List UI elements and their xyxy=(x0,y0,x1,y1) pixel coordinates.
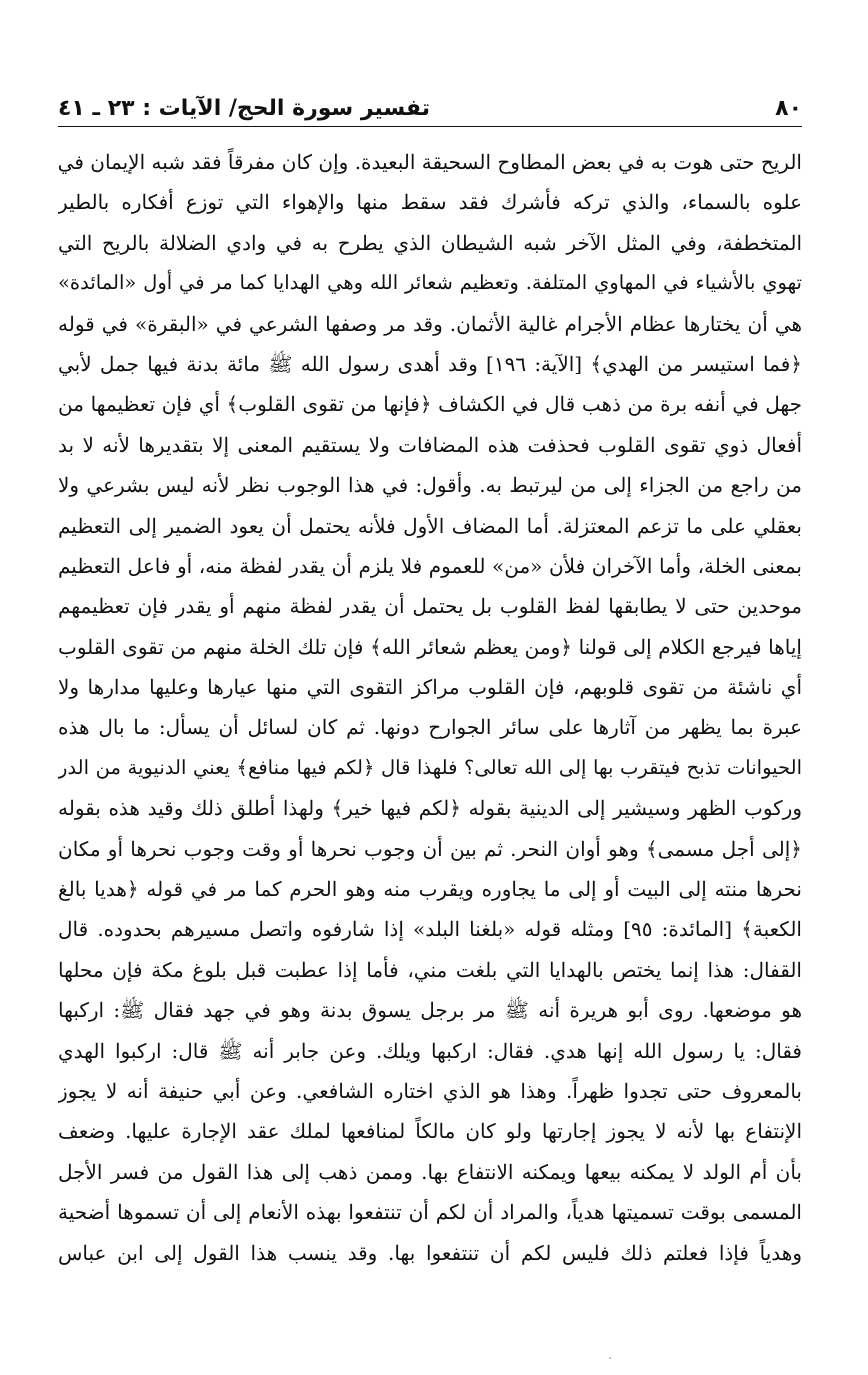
text-line: وهدياً فإذا فعلتم ذلك فليس لكم أن تنتفعوا بها. وقد ينسب هذا القول إلى ابن عباس xyxy=(58,1240,802,1265)
text-line: الكعبة﴾ [المائدة: ٩٥] ومثله قوله «بلغنا البلد» إذا شارفوه واتصل مسيرهم بحدوده. قال xyxy=(58,917,802,942)
text-line: بعقلي على ما تزعم المعتزلة. أما المضاف الأول فلأنه يحتمل أن يعود الضمير إلى التعظيم xyxy=(58,513,802,538)
text-line: تهوي بالأشياء في المهاوي المتلفة. وتعظيم شعائر الله وهي الهدايا كما مر في أول «المائدة» xyxy=(58,271,802,295)
text-line: ﴿إلى أجل مسمى﴾ وهو أوان النحر. ثم بين أن وجوب نحرها أو وقت وجوب نحرها أو مكان xyxy=(58,836,802,861)
text-line: علوه بالسماء، والذي تركه فأشرك فقد سقط منها والإهواء التي توزع أفكاره بالطير xyxy=(58,190,802,215)
text-line: المتخطفة، وفي المثل الآخر شبه الشيطان الذي يطرح به في وادي الضلالة بالريح التي xyxy=(58,230,802,255)
text-line: هو موضعها. روى أبو هريرة أنه ﷺ مر برجل يسوق بدنة وهو في جهد فقال ﷺ: اركبها xyxy=(58,998,802,1023)
text-line: الحيوانات تذبح فيتقرب بها إلى الله تعالى؟ فلهذا قال ﴿لكم فيها منافع﴾ يعني الدنيوية من الدر xyxy=(58,755,802,779)
text-line: إياها فيرجع الكلام إلى قولنا ﴿ومن يعظم شعائر الله﴾ فإن تلك الخلة منهم من تقوى القلوب xyxy=(58,634,802,659)
header-rule xyxy=(58,126,802,127)
text-line: بأن أم الولد لا يمكنه بيعها ويمكنه الانتفاع بها. وممن ذهب إلى هذا القول من فسر الأجل xyxy=(58,1159,802,1184)
text-line: عبرة بما يظهر من آثارها على سائر الجوارح دونها. ثم كان لسائل أن يسأل: ما بال هذه xyxy=(58,715,802,740)
text-line: بمعنى الخلة، وأما الآخران فلأن «من» للعموم فلا يلزم أن يقدر لفظة منه، أو فاعل التعظيم xyxy=(58,553,802,578)
scan-speck xyxy=(609,1357,611,1359)
running-header xyxy=(58,84,802,124)
text-line: جهل في أنفه برة من ذهب قال في الكشاف ﴿فإنها من تقوى القلوب﴾ أي فإن تعظيمها من xyxy=(58,392,802,417)
page-number: ٨٠ xyxy=(775,96,802,121)
text-line: وركوب الظهر وسيشير إلى الدينية بقوله ﴿لكم فيها خير﴾ ولهذا أطلق ذلك وقيد هذه بقوله xyxy=(58,796,802,821)
text-line: موحدين حتى لا يطابقها لفظ القلوب بل يحتمل أن يقدر لفظة منهم أو يقدر فإن تعظيمهم xyxy=(58,594,802,619)
body-text xyxy=(58,142,802,1273)
text-line: هي أن يختارها عظام الأجرام غالية الأثمان. وقد مر وصفها الشرعي في «البقرة» في قوله xyxy=(58,311,802,336)
text-line: نحرها منته إلى البيت أو إلى ما يجاوره ويقرب منه وهو الحرم كما مر في قوله ﴿هديا بالغ xyxy=(58,877,802,902)
text-line: المسمى بوقت تسميتها هدياً، والمراد أن لكم أن تنتفعوا بهذه الأنعام إلى أن تسموها أضحية xyxy=(58,1200,802,1225)
text-line: ﴿فما استيسر من الهدي﴾ [الآية: ١٩٦] وقد أهدى رسول الله ﷺ مائة بدنة فيها جمل لأبي xyxy=(58,351,802,376)
text-line: القفال: هذا إنما يختص بالهدايا التي بلغت مني، فأما إذا عطبت قبل بلوغ مكة فإن محلها xyxy=(58,957,802,982)
text-line: بالمعروف حتى تجدوا ظهراً. وهذا هو الذي اختاره الشافعي. وعن أبي حنيفة أنه لا يجوز xyxy=(58,1078,802,1103)
text-line: من راجع من الجزاء إلى من ليرتبط به. وأقول: في هذا الوجوب نظر لأنه ليس بشرعي ولا xyxy=(58,473,802,498)
text-line: فقال: يا رسول الله إنها هدي. فقال: اركبها ويلك. وعن جابر أنه ﷺ قال: اركبوا الهدي xyxy=(58,1038,802,1063)
running-title: تفسير سورة الحج/ الآيات : ٢٣ ـ ٤١ xyxy=(58,96,430,121)
text-line: أفعال ذوي تقوى القلوب فحذفت هذه المضافات ولا يستقيم المعنى إلا بتقديرها لأنه لا بد xyxy=(58,432,802,457)
text-line: أي ناشئة من تقوى قلوبهم، فإن القلوب مراكز التقوى التي منها عيارها وعليها مدارها ولا xyxy=(58,675,802,700)
text-line: الريح حتى هوت به في بعض المطاوح السحيقة البعيدة. وإن كان مفرقاً فقد شبه الإيمان في xyxy=(58,150,802,174)
text-line: الإنتفاع بها لأنه لا يجوز إجارتها ولو كان مالكاً لمنافعها لملك عقد الإجارة عليها. وضعف xyxy=(58,1119,802,1144)
